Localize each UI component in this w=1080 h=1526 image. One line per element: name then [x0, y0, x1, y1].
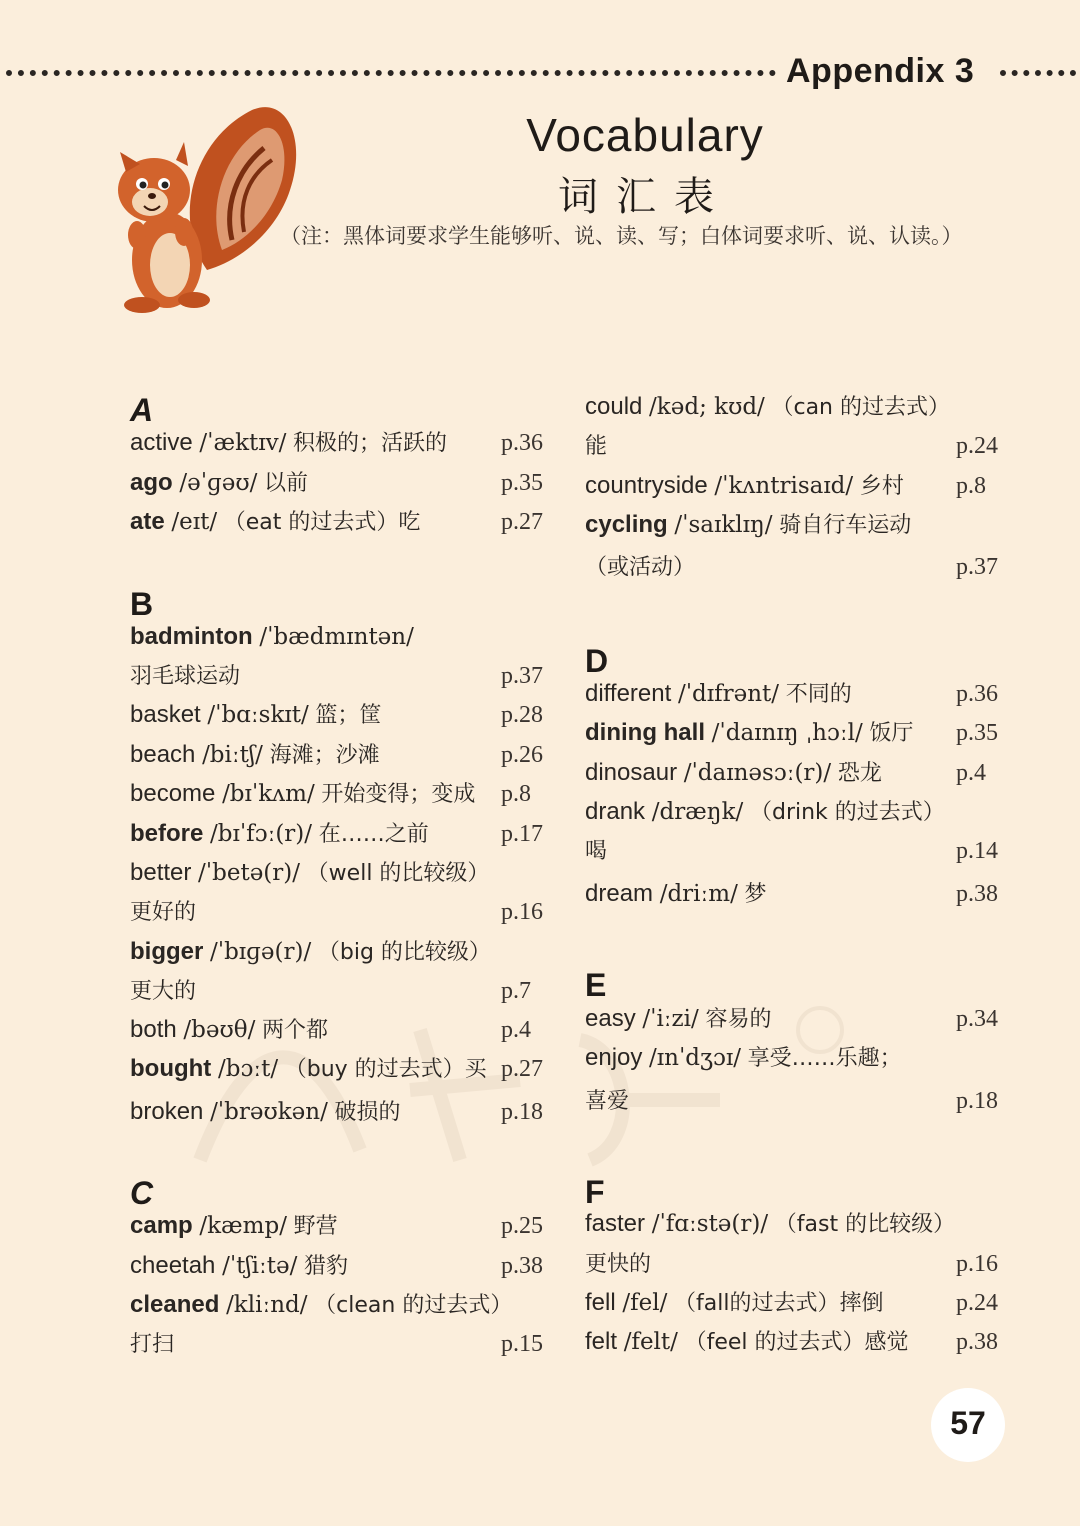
phonetic: /bəʊθ/ — [183, 1017, 256, 1043]
entry-become — [130, 779, 475, 810]
page-ref: p.16 — [501, 899, 543, 925]
phonetic: /ˈbɑːskɪt/ — [207, 702, 309, 728]
meaning: （drink 的过去式） — [749, 800, 945, 825]
page-ref: p.28 — [501, 702, 543, 728]
meaning: 以前 — [264, 471, 309, 496]
meaning: 在……之前 — [318, 822, 429, 847]
entry-dinosaur — [585, 758, 882, 789]
entry-beach — [130, 740, 380, 771]
meaning: （buy 的过去式）买 — [284, 1057, 487, 1082]
phonetic: /ˈfɑːstə(r)/ — [651, 1211, 769, 1237]
meaning: （fall的过去式）摔倒 — [674, 1291, 884, 1316]
meaning: 容易的 — [705, 1007, 772, 1032]
headword: both — [130, 1016, 177, 1043]
headword: could — [585, 393, 643, 420]
meaning: 更好的 — [130, 900, 197, 925]
headword: dining hall — [585, 719, 705, 746]
page-ref: p.26 — [501, 742, 543, 768]
entry-bought — [130, 1054, 487, 1085]
entry-badminton-meaning — [130, 661, 240, 692]
page-ref: p.25 — [501, 1213, 543, 1239]
phonetic: /ˈsaɪklɪŋ/ — [674, 512, 773, 538]
entry-could — [585, 392, 950, 423]
headword: camp — [130, 1212, 193, 1239]
appendix-label: Appendix 3 — [786, 52, 975, 90]
meaning: 骑自行车运动 — [779, 513, 912, 538]
entry-active — [130, 428, 447, 459]
page-ref: p.24 — [956, 1290, 998, 1316]
phonetic: /bɪˈkʌm/ — [222, 781, 315, 807]
entry-dining-hall — [585, 718, 913, 749]
phonetic: /əˈɡəʊ/ — [179, 470, 258, 496]
meaning: 篮；筐 — [315, 703, 382, 728]
headword: dream — [585, 880, 654, 907]
phonetic: /ˈiːzi/ — [642, 1006, 699, 1032]
headword: ago — [130, 469, 173, 496]
entry-easy — [585, 1004, 771, 1035]
entry-drank-meaning — [585, 836, 607, 867]
page-ref: p.7 — [501, 978, 531, 1004]
page-ref: p.8 — [956, 473, 986, 499]
meaning: （well 的比较级） — [306, 861, 490, 886]
headword: bigger — [130, 938, 204, 965]
dotted-rule-right — [1000, 70, 1076, 76]
entry-basket — [130, 700, 381, 731]
phonetic: /kliːnd/ — [226, 1292, 308, 1318]
page-ref: p.38 — [956, 1329, 998, 1355]
page-ref: p.18 — [956, 1088, 998, 1114]
section-letter-d: D — [585, 643, 609, 679]
headword: faster — [585, 1210, 646, 1237]
page-number: 57 — [950, 1405, 986, 1441]
entry-different — [585, 679, 852, 710]
page-ref: p.8 — [501, 781, 531, 807]
dotted-rule-left — [6, 70, 776, 76]
entry-could-meaning — [585, 431, 607, 462]
meaning: （big 的比较级） — [317, 940, 491, 965]
headword: basket — [130, 701, 201, 728]
page-ref: p.15 — [501, 1331, 543, 1357]
entry-cleaned-meaning — [130, 1329, 174, 1360]
entry-faster-meaning — [585, 1249, 651, 1280]
headword: better — [130, 859, 192, 886]
entry-faster — [585, 1209, 955, 1240]
meaning: 两个都 — [262, 1018, 329, 1043]
section-letter-a: A — [130, 392, 154, 428]
section-letter-e: E — [585, 967, 607, 1003]
page-ref: p.17 — [501, 821, 543, 847]
headword: become — [130, 780, 216, 807]
headword: different — [585, 680, 672, 707]
page-ref: p.35 — [956, 720, 998, 746]
headword: fell — [585, 1289, 616, 1316]
page-ref: p.36 — [956, 681, 998, 707]
phonetic: /kəd; kʊd/ — [649, 394, 765, 420]
phonetic: /ˈbetə(r)/ — [198, 860, 300, 886]
headword: beach — [130, 741, 196, 768]
phonetic: /eɪt/ — [171, 509, 218, 535]
page-title-chinese: 词汇表 — [558, 174, 732, 220]
section-letter-f: F — [585, 1174, 605, 1210]
page-ref: p.27 — [501, 509, 543, 535]
entry-broken — [130, 1097, 401, 1128]
phonetic: /bɪˈfɔː(r)/ — [210, 821, 313, 847]
phonetic: /ˈæktɪv/ — [199, 430, 287, 456]
page-ref: p.38 — [956, 881, 998, 907]
headword: easy — [585, 1005, 636, 1032]
entry-felt — [585, 1327, 909, 1358]
meaning: 积极的；活跃的 — [293, 431, 448, 456]
meaning: 饭厅 — [869, 721, 914, 746]
phonetic: /ˈdaɪnɪŋ ˌhɔːl/ — [711, 720, 863, 746]
entry-ago — [130, 468, 308, 499]
meaning: （或活动） — [585, 555, 696, 580]
phonetic: /driːm/ — [659, 881, 738, 907]
page-ref: p.37 — [501, 663, 543, 689]
phonetic: /ˈbrəʊkən/ — [210, 1099, 328, 1125]
entry-fell — [585, 1288, 883, 1319]
phonetic: /biːtʃ/ — [202, 742, 263, 768]
phonetic: /ˈkʌntrisaɪd/ — [714, 473, 854, 499]
meaning: （clean 的过去式） — [314, 1293, 513, 1318]
page-title: Vocabulary — [526, 109, 764, 161]
page-ref: p.18 — [501, 1099, 543, 1125]
usage-note: （注：黑体词要求学生能够听、说、读、写；白体词要求听、说、认读。） — [280, 224, 963, 248]
page-ref: p.4 — [501, 1017, 531, 1043]
meaning: （feel 的过去式）感觉 — [684, 1330, 909, 1355]
meaning: 打扫 — [130, 1332, 175, 1357]
headword: countryside — [585, 472, 708, 499]
entry-better — [130, 858, 489, 889]
phonetic: /bɔːt/ — [217, 1056, 279, 1082]
phonetic: /ˈbædmɪntən/ — [259, 624, 414, 650]
page-ref: p.4 — [956, 760, 986, 786]
page-ref: p.27 — [501, 1056, 543, 1082]
entry-enjoy-meaning — [585, 1086, 629, 1117]
entry-cheetah — [130, 1251, 348, 1282]
entry-before — [130, 819, 429, 850]
meaning: 海滩；沙滩 — [269, 743, 380, 768]
page-ref: p.16 — [956, 1251, 998, 1277]
meaning: 更大的 — [130, 979, 197, 1004]
meaning: 喜爱 — [585, 1089, 630, 1114]
meaning: 能 — [585, 434, 608, 459]
phonetic: /fel/ — [622, 1290, 668, 1316]
headword: felt — [585, 1328, 618, 1355]
meaning: 破损的 — [334, 1100, 401, 1125]
phonetic: /ˈdɪfrənt/ — [677, 681, 780, 707]
section-letter-b: B — [130, 586, 154, 622]
entry-dream — [585, 879, 767, 910]
entry-drank — [585, 797, 945, 828]
entry-ate — [130, 507, 420, 538]
phonetic: /ɪnˈdʒɔɪ/ — [649, 1045, 741, 1071]
meaning: 野营 — [293, 1214, 338, 1239]
phonetic: /ˈdaɪnəsɔː(r)/ — [683, 760, 832, 786]
entry-badminton — [130, 622, 414, 652]
headword: enjoy — [585, 1044, 643, 1071]
entry-cleaned — [130, 1290, 512, 1321]
headword: ate — [130, 508, 165, 535]
entry-cycling-meaning — [585, 552, 695, 583]
meaning: 乡村 — [859, 474, 904, 499]
meaning: （can 的过去式） — [771, 395, 950, 420]
phonetic: /ˈtʃiːtə/ — [222, 1253, 298, 1279]
entry-enjoy — [585, 1043, 902, 1074]
entry-countryside — [585, 471, 904, 502]
meaning: 不同的 — [785, 682, 852, 707]
section-letter-c: C — [130, 1175, 154, 1211]
meaning: 羽毛球运动 — [130, 664, 241, 689]
meaning: （eat 的过去式）吃 — [223, 510, 421, 535]
headword: cleaned — [130, 1291, 220, 1318]
page-ref: p.36 — [501, 430, 543, 456]
page-ref: p.34 — [956, 1006, 998, 1032]
meaning: 更快的 — [585, 1252, 652, 1277]
page-ref: p.37 — [956, 554, 998, 580]
headword: badminton — [130, 623, 253, 650]
entry-bigger — [130, 937, 491, 968]
header-rule — [0, 52, 1080, 90]
phonetic: /dræŋk/ — [651, 799, 744, 825]
headword: dinosaur — [585, 759, 678, 786]
page-ref: p.14 — [956, 838, 998, 864]
headword: broken — [130, 1098, 204, 1125]
entry-cycling — [585, 510, 911, 541]
page-ref: p.38 — [501, 1253, 543, 1279]
entry-both — [130, 1015, 328, 1046]
meaning: 开始变得；变成 — [321, 782, 476, 807]
page-ref: p.35 — [501, 470, 543, 496]
entry-camp — [130, 1211, 338, 1242]
headword: before — [130, 820, 204, 847]
headword: bought — [130, 1055, 212, 1082]
meaning: 猎豹 — [304, 1254, 349, 1279]
meaning: 喝 — [585, 839, 608, 864]
page-ref: p.24 — [956, 433, 998, 459]
meaning: 恐龙 — [837, 761, 882, 786]
headword: active — [130, 429, 193, 456]
meaning: 享受……乐趣； — [747, 1046, 902, 1071]
meaning: （fast 的比较级） — [774, 1212, 956, 1237]
headword: drank — [585, 798, 646, 825]
phonetic: /felt/ — [623, 1329, 678, 1355]
squirrel-illustration — [112, 100, 302, 320]
entry-bigger-meaning — [130, 976, 196, 1007]
headword: cheetah — [130, 1252, 216, 1279]
headword: cycling — [585, 511, 668, 538]
entry-better-meaning — [130, 897, 196, 928]
phonetic: /kæmp/ — [199, 1213, 287, 1239]
phonetic: /ˈbɪɡə(r)/ — [210, 939, 312, 965]
meaning: 梦 — [744, 882, 767, 907]
